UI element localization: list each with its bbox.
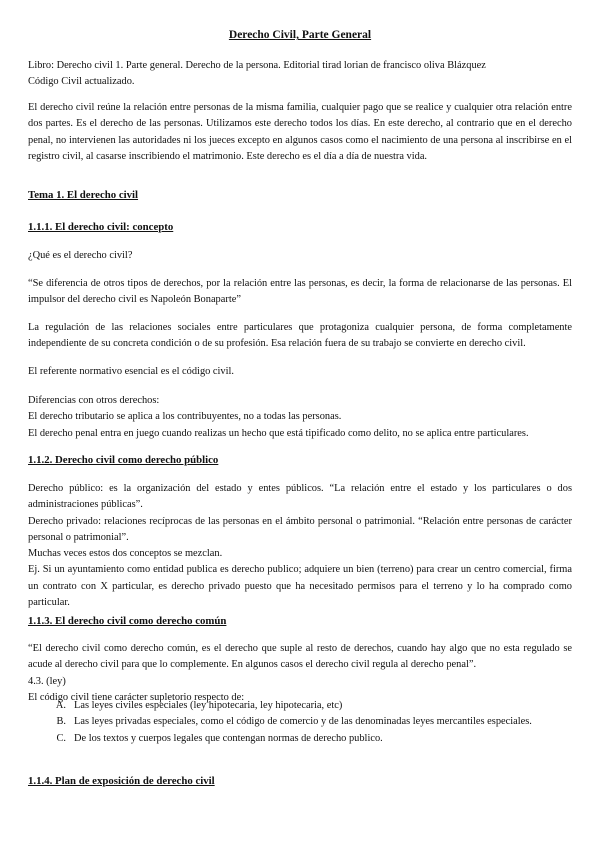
law-reference: 4.3. (ley) xyxy=(28,675,66,687)
concept-question: ¿Qué es el derecho civil? xyxy=(28,250,133,261)
list-item-text: De los textos y cuerpos legales que contengan normas de derecho publico. xyxy=(74,732,383,744)
tema-1-heading: Tema 1. El derecho civil xyxy=(28,189,139,201)
section-1-1-1-heading: 1.1.1. El derecho civil: concepto xyxy=(28,221,174,233)
differences-block xyxy=(28,393,572,442)
section-1-1-2-heading: 1.1.2. Derecho civil como derecho público xyxy=(28,454,219,466)
document-title: Derecho Civil, Parte General xyxy=(228,29,372,41)
list-item xyxy=(28,714,572,730)
normative-reference: El referente normativo esencial es el código civil. xyxy=(28,366,234,377)
intro-code-line: Código Civil actualizado. xyxy=(28,76,135,88)
list-marker: B. xyxy=(56,716,66,728)
mixed-concepts-text: Muchas veces estos dos conceptos se mezclan. xyxy=(28,548,223,560)
example-text: Ej. Si un ayuntamiento como entidad publica es derecho publico; adquiere un bien (terreno) para crear un centro comercial, firma un contrato con X particular, es derecho privado puesto que ha necesitado permisos para el terreno y lo ha comprado como particular. xyxy=(28,564,572,609)
list-item xyxy=(28,731,572,747)
list-marker: A. xyxy=(55,700,66,711)
section-1-1-3-heading: 1.1.3. El derecho civil como derecho común xyxy=(28,615,227,627)
common-law-quote: “El derecho civil como derecho común, es el derecho que suple al resto de derechos, cuando hay algo que no esta regulado se acude al derecho civil para que lo complemente. En algunos casos el derecho civil regula al derecho penal”. xyxy=(28,643,572,671)
supletorio-list xyxy=(28,698,572,747)
intro-block xyxy=(28,58,572,91)
intro-paragraph: El derecho civil reúne la relación entre personas de la misma familia, cualquier pago que se realice y cualquier otra relación entre dos partes. Es el derecho de las personas. Utilizamos este derecho todos los días. En este derecho, al contrario que en el derecho penal, no intervienen las autoridades ni los jueces excepto en algunos casos como el nacimiento de una persona al inscribirse en el registro civil, al casarse inscribiendo el matrimonio. Este derecho es el día a día de nuestra vida. xyxy=(28,102,572,162)
derecho-privado-text: Derecho privado: relaciones recíprocas de las personas en el ámbito personal o patrimonial. “Relación entre personas de carácter personal o patrimonial”. xyxy=(28,515,572,543)
list-item-text: Las leyes civiles especiales (ley hipotecaria, ley hipotecaria, etc) xyxy=(74,700,343,711)
list-marker: C. xyxy=(56,732,66,744)
derecho-publico-text: Derecho público: es la organización del estado y entes públicos. “La relación entre el estado y los particulares o dos administraciones públicas”. xyxy=(28,483,572,511)
difference-penal: El derecho penal entra en juego cuando realizas un hecho que está tipificado como delito, no se aplica entre particulares. xyxy=(28,427,529,439)
list-item-text: Las leyes privadas especiales, como el código de comercio y de las denominadas leyes mercantiles especiales. xyxy=(74,716,532,728)
supletorio-text: El código civil tiene carácter supletorio respecto de: xyxy=(28,691,245,703)
public-private-block xyxy=(28,481,572,611)
common-law-block xyxy=(28,641,572,706)
list-item xyxy=(28,698,572,714)
intro-book-line: Libro: Derecho civil 1. Parte general. Derecho de la persona. Editorial tirad lorian de francisco oliva Blázquez xyxy=(28,60,486,71)
differences-title: Diferencias con otros derechos: xyxy=(28,395,160,406)
concept-quote: “Se diferencia de otros tipos de derechos, por la relación entre las personas, es decir, la forma de relacionarse de las personas. El impulsor del derecho civil es Napoleón Bonaparte” xyxy=(28,278,572,306)
section-1-1-4-heading: 1.1.4. Plan de exposición de derecho civil xyxy=(28,775,215,787)
concept-paragraph: La regulación de las relaciones sociales entre particulares que protagoniza cualquier persona, de forma completamente independiente de su concreta condición o de su profesión. Esa relación fuera de su trabajo se convierte en derecho civil. xyxy=(28,322,572,350)
difference-tributario: El derecho tributario se aplica a los contribuyentes, no a todas las personas. xyxy=(28,411,342,423)
